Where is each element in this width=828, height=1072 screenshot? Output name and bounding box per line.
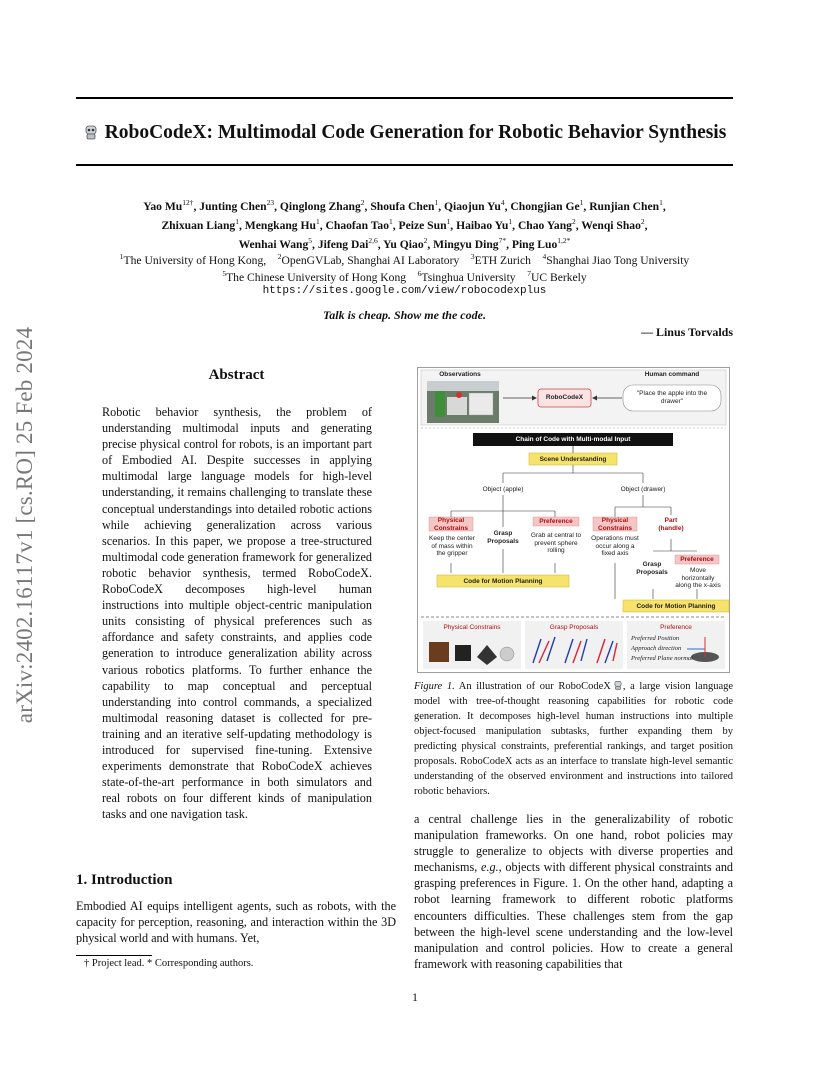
figure-caption: Figure 1. An illustration of our RoboCodeX , a large vision language model with tree-of-thought reasoning capabilities for robotic code generation. It decomposes high-level human instructions into multiple object-focused manipulation subtasks, further expanding them by predicting physical constraints, preferential rankings, and target position proposals. RoboCodeX acts as an interface to translate high-level semantic understanding of the observed environment and instructions into tailored robotic behaviors.: [414, 681, 734, 797]
author-affiliation-mark: 2: [423, 235, 428, 245]
paper-title: RoboCodeX: Multimodal Code Generation for Robotic Behavior Synthesis: [76, 122, 733, 144]
author-name: Ping Luo: [511, 237, 558, 251]
author-affiliation-mark: 1: [446, 216, 451, 226]
author-affiliation-mark: 5: [308, 235, 313, 245]
fig-phys1-desc: Keep the center of mass within the gripper: [429, 535, 475, 557]
fig-chain-label: Chain of Code with Multi-modal Input: [515, 436, 631, 443]
author-affiliation-mark: 4: [500, 198, 505, 207]
figure-1: [417, 367, 730, 673]
fig-phys1: Physical Constrains: [434, 517, 468, 532]
abstract-body: Robotic behavior synthesis, the problem of understanding multimodal inputs and generating precise physical control for robots, is an important part of Embodied AI. Despite successes in applying multimodal large language models for high-level understanding, it remains challenging to translate these conceptual understandings into detailed robotic actions while achieving generalization across various scenarios. In this paper, we propose a tree-structured multimodal code generation framework for generalized robotic behavior synthesis, termed RoboCodeX. RoboCodeX decomposes high-level human instructions into multiple object-centric manipulation units consisting of physical preferences such as affordance and safety constraints, and applies code generation to introduce generalization ability across various robotics platforms. To further enhance the capability to map conceptual and perceptual understanding into control commands, a specialized multimodal reasoning dataset is collected for pre-training and an iterative self-updating methodology is introduced for supervised fine-tuning. Extensive experiments demonstrate that RoboCodeX achieves state-of-the-art performance in both simulators and real robots on four different kinds of manipulation tasks and one navigation task.: [102, 405, 372, 822]
title-rule: [76, 164, 733, 166]
author-line-2: Zhixuan Liang$^1$, Mengkang Hu$^1$, Chaofan Tao$^1$, Peize Sun$^1$, Haibao Yu$^1$, Chao Yang$^2$, Wenqi Shao$^2$,: [161, 216, 648, 232]
introduction-body: Embodied AI equips intelligent agents, such as robots, with the capacity for perception, reasoning, and interaction within the 3D physical world and with humans. Yet,: [76, 899, 396, 946]
fig-panel-physical: Physical Constrains: [443, 624, 501, 631]
robot-icon: [83, 124, 99, 140]
author-affiliation-mark: 1: [579, 198, 584, 207]
fig-object-apple: Object (apple): [482, 486, 524, 493]
author-affiliation-mark: 1: [389, 216, 393, 226]
fig-object-drawer: Object (drawer): [620, 486, 666, 493]
abstract-heading: Abstract: [208, 367, 265, 383]
fig-robocodex-box: RoboCodeX: [545, 394, 584, 401]
author-name: Mengkang Hu: [244, 218, 316, 232]
author-name: Haibao Yu: [456, 218, 509, 232]
fig-code1: Code for Motion Planning: [463, 578, 543, 585]
fig-grasp1: Grasp Proposals: [487, 530, 519, 545]
author-name: Qinglong Zhang: [279, 199, 361, 213]
author-name: Zhixuan Liang: [161, 218, 236, 232]
author-affiliation-mark: 23: [266, 198, 275, 207]
introduction-heading: 1. Introduction: [76, 872, 173, 888]
author-name: Yu Qiao: [383, 237, 424, 251]
author-affiliation-mark: 1: [508, 216, 513, 226]
author-name: Peize Sun: [398, 218, 447, 232]
fig-pref-item-3: Preferred Plane normal: [631, 655, 693, 662]
author-name: Runjian Chen: [589, 199, 660, 213]
author-name: Shoufa Chen: [370, 199, 435, 213]
robot-icon: [613, 680, 623, 690]
author-name: Wenqi Shao: [581, 218, 641, 232]
top-rule: [76, 97, 733, 99]
fig-pref-item-1: Preferred Position: [631, 635, 680, 642]
author-name: Qiaojun Yu: [444, 199, 501, 213]
fig-code2: Code for Motion Planning: [636, 603, 716, 610]
page-number: 1: [412, 990, 418, 1004]
fig-phys2: Physical Constrains: [598, 517, 632, 532]
author-affiliation-mark: 7*: [498, 235, 507, 245]
author-affiliation-mark: 1: [315, 216, 320, 226]
author-name: Mingyu Ding: [433, 237, 499, 251]
author-name: Jifeng Dai: [317, 237, 369, 251]
fig-pref1-desc: Grab at central to prevent sphere rolling: [530, 532, 582, 554]
fig-panel-preference: Preference: [660, 624, 692, 631]
fig-pref1: Preference: [539, 518, 573, 525]
author-affiliation-mark: 1: [235, 216, 239, 226]
author-affiliation-mark: 1: [659, 198, 663, 207]
author-name: Junting Chen: [199, 199, 267, 213]
fig-part-handle: Part (handle): [658, 517, 684, 532]
footnote-rule: [76, 955, 152, 956]
epigraph-quote: Talk is cheap. Show me the code.: [323, 308, 486, 322]
author-name: Yao Mu: [143, 199, 183, 213]
author-name: Chao Yang: [517, 218, 572, 232]
fig-observations-label: Observations: [439, 371, 481, 378]
epigraph-author: — Linus Torvalds: [640, 325, 733, 339]
author-line-1: Yao $Mu^{12\dagger}$, Junting Chen$^{23}$, Qinglong Zhang$^2$, Shoufa Chen$^1$, Qiaojun Yu$^4$, Chongjian Ge$^1$, Runjian Chen$^1$,: [143, 198, 666, 213]
author-affiliation-mark: 2: [571, 216, 576, 226]
fig-command-text: "Place the apple into the drawer": [636, 390, 708, 405]
arxiv-stamp: arXiv:2402.16117v1 [cs.RO] 25 Feb 2024: [12, 326, 37, 724]
author-line-3: Wenhai Wang$^5$, Jifeng Dai$^{2,6}$, Yu Qiao$^2$, Mingyu Ding$^{7*}$, Ping Luo$^{1,2*}$: [238, 235, 571, 251]
fig-human-command-label: Human command: [644, 371, 700, 378]
affiliations: $^1$The University of Hong Kong, $^2$OpenGVLab, Shanghai AI Laboratory $^3$ETH Zurich $^4$Shanghai Jiao Tong University $^5$The Chinese University of Hong Kong $^6$Tsinghua University $^7$UC Berkely https://sites.google.com/view/robocodexplus: [76, 250, 733, 298]
fig-grasp2: Grasp Proposals: [636, 561, 668, 576]
project-url-link[interactable]: https://sites.google.com/view/robocodexplus: [262, 284, 547, 297]
author-affiliation-mark: 12†: [182, 198, 194, 207]
fig-phys2-desc: Operations must occur along a fixed axis: [591, 535, 639, 557]
fig-pref-item-2: Approach direction: [631, 645, 682, 652]
author-name: Chaofan Tao: [325, 218, 389, 232]
fig-scene-understanding: Scene Understanding: [539, 456, 607, 463]
footnote: † Project lead. * Corresponding authors.: [84, 958, 254, 969]
author-affiliation-mark: 1,2*: [557, 235, 571, 245]
right-column-body: a central challenge lies in the generalizability of robotic manipulation frameworks. On one hand, robot policies may struggle to generalize to objects with diverse properties and mechanisms, e.g., objects with different physical constraints and grasping preferences in Figure. 1. On the other hand, adapting a robot learning framework to different robotic platforms encounters difficulties. These challenges stem from the gap between the high-level scene understanding and the low-level manipulation and control policies. How to create a general framework with reasoning capabilities that: [414, 812, 734, 971]
author-name: Chongjian Ge: [510, 199, 580, 213]
author-name: Wenhai Wang: [238, 237, 309, 251]
author-list: [96, 195, 713, 252]
author-affiliation-mark: 1: [434, 198, 439, 207]
fig-panel-grasp: Grasp Proposals: [549, 624, 599, 631]
fig-pref2: Preference: [680, 556, 714, 563]
author-affiliation-mark: 2: [360, 198, 365, 207]
author-affiliation-mark: 2: [640, 216, 645, 226]
fig-pref2-desc: Move horizontally along the x-axis: [675, 567, 721, 589]
author-affiliation-mark: 2,6: [368, 235, 378, 245]
